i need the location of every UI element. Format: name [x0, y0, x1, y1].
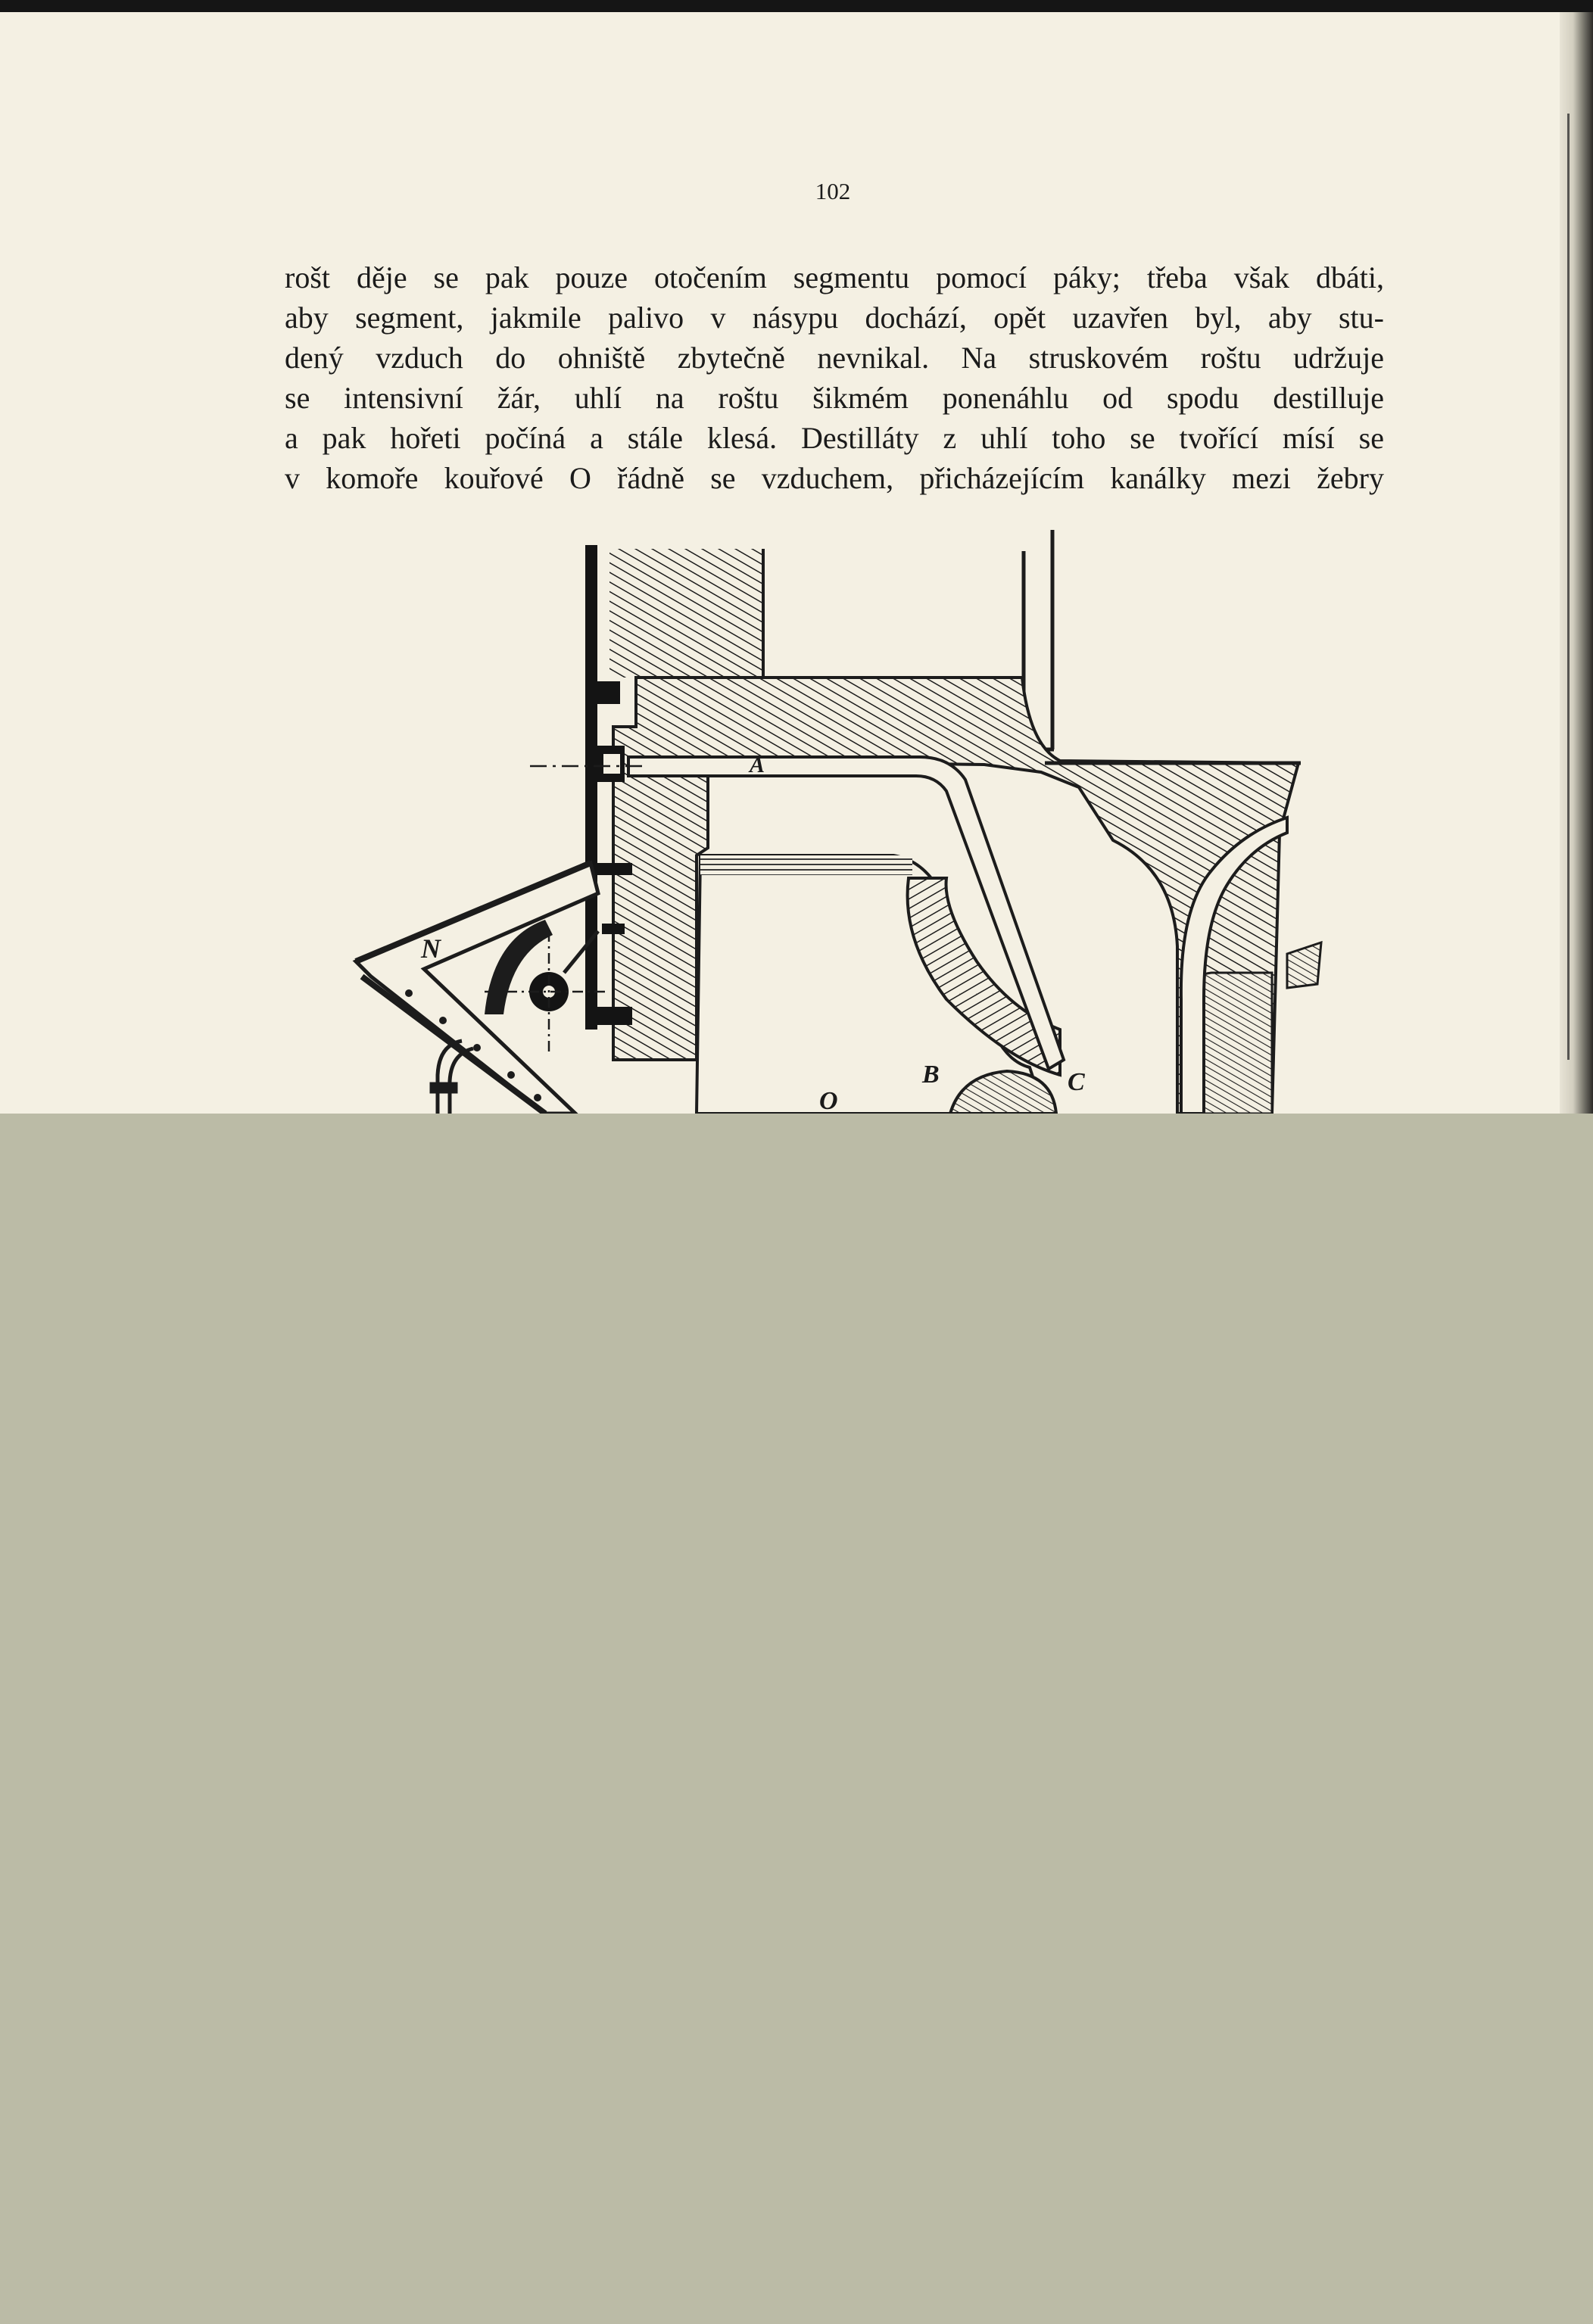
scan-background	[0, 1114, 1593, 2324]
figure-label-b: B	[922, 1061, 940, 1089]
upper-wall-block	[609, 549, 765, 678]
figure-label-a: A	[750, 752, 765, 777]
text-line-4: se intensivní žár, uhlí na roštu šikmém ponenáhlu od spodu destilluje	[285, 381, 1384, 415]
furnace-cross-section-figure	[0, 0, 1593, 1114]
page-number: 102	[815, 178, 851, 204]
text-line-2: aby segment, jakmile palivo v násypu dochází, opět uzavřen byl, aby stu-	[285, 301, 1384, 335]
text-line-6: v komoře kouřové O řádně se vzduchem, přicházejícím kanálky mezi žebry	[285, 461, 1384, 495]
figure-label-c: C	[1068, 1068, 1085, 1096]
air-pipe	[432, 1041, 473, 1114]
figure-label-n: N	[421, 933, 441, 964]
figure-label-o: O	[819, 1087, 838, 1114]
text-line-1: rošt děje se pak pouze otočením segmentu pomocí páky; třeba však dbáti,	[285, 260, 1384, 294]
text-line-3: dený vzduch do ohniště zbytečně nevnikal. Na struskovém roštu udržuje	[285, 341, 1384, 375]
text-line-5: a pak hořeti počíná a stále klesá. Destilláty z uhlí toho se tvořící mísí se	[285, 421, 1384, 455]
